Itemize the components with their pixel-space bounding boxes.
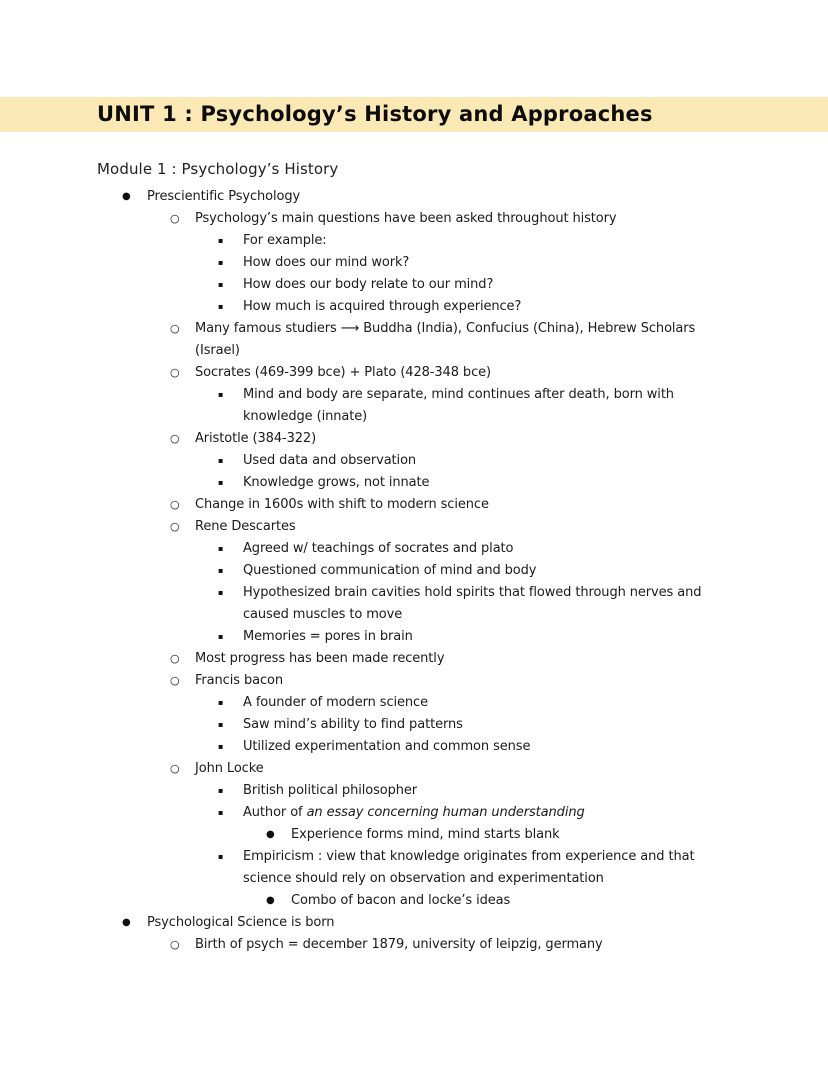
square-bullet-icon: ▪: [218, 566, 224, 575]
list-item-text: [243, 802, 712, 824]
list-item: [97, 736, 712, 758]
list-item-text: For example:: [243, 233, 327, 248]
list-item-text: Hypothesized brain cavities hold spirits that flowed through nerves and caused muscles to move: [243, 585, 702, 622]
list-item: [97, 934, 712, 956]
list-item-text: Birth of psych = december 1879, university of leipzig, germany: [195, 937, 603, 952]
list-item-text: Memories = pores in brain: [243, 629, 413, 644]
square-bullet-icon: ▪: [218, 808, 224, 817]
square-bullet-icon: ▪: [218, 302, 224, 311]
list-item-text: Change in 1600s with shift to modern science: [195, 497, 489, 512]
list-item: [97, 208, 712, 230]
list-item: [97, 428, 712, 450]
bullet-icon: ●: [266, 829, 275, 840]
list-item: [97, 846, 712, 890]
notes-list: [97, 186, 712, 956]
module-heading: Module 1 : Psychology’s History: [97, 160, 339, 178]
list-item: [97, 582, 712, 626]
list-item: [97, 538, 712, 560]
list-item: [97, 494, 712, 516]
list-item-text: Questioned communication of mind and body: [243, 563, 537, 578]
circle-bullet-icon: ○: [170, 432, 180, 445]
list-item-text: Many famous studiers ⟶ Buddha (India), Confucius (China), Hebrew Scholars (Israel): [195, 321, 696, 358]
circle-bullet-icon: ○: [170, 674, 180, 687]
list-item-text: How much is acquired through experience?: [243, 299, 522, 314]
square-bullet-icon: ▪: [218, 236, 224, 245]
list-item: [97, 296, 712, 318]
list-item: [97, 516, 712, 538]
square-bullet-icon: ▪: [218, 698, 224, 707]
list-item: [97, 626, 712, 648]
list-item-text: Psychological Science is born: [147, 915, 335, 930]
list-item-text: How does our body relate to our mind?: [243, 277, 494, 292]
circle-bullet-icon: ○: [170, 652, 180, 665]
list-item: [97, 758, 712, 780]
list-item: [97, 274, 712, 296]
list-item: [97, 912, 712, 934]
square-bullet-icon: ▪: [218, 258, 224, 267]
list-item-text: Used data and observation: [243, 453, 417, 468]
list-item: [97, 648, 712, 670]
list-item-text: Experience forms mind, mind starts blank: [291, 827, 560, 842]
circle-bullet-icon: ○: [170, 762, 180, 775]
square-bullet-icon: ▪: [218, 852, 224, 861]
list-item-text: Socrates (469-399 bce) + Plato (428-348 bce): [195, 365, 492, 380]
circle-bullet-icon: ○: [170, 212, 180, 225]
square-bullet-icon: ▪: [218, 544, 224, 553]
list-item-text: Mind and body are separate, mind continues after death, born with knowledge (innate): [243, 387, 674, 424]
square-bullet-icon: ▪: [218, 478, 224, 487]
square-bullet-icon: ▪: [218, 720, 224, 729]
bullet-icon: ●: [122, 191, 131, 202]
list-item-text: Psychology’s main questions have been asked throughout history: [195, 211, 617, 226]
title-highlight: [0, 97, 828, 132]
list-item-text: Aristotle (384-322): [195, 431, 317, 446]
list-item-text: Francis bacon: [195, 673, 284, 688]
square-bullet-icon: ▪: [218, 390, 224, 399]
list-item-text: Most progress has been made recently: [195, 651, 445, 666]
list-item-text: Saw mind’s ability to find patterns: [243, 717, 463, 732]
list-item-text: John Locke: [195, 761, 264, 776]
square-bullet-icon: ▪: [218, 632, 224, 641]
list-item-text: Empiricism : view that knowledge originates from experience and that science should rely on observation and experimentation: [243, 849, 695, 886]
square-bullet-icon: ▪: [218, 280, 224, 289]
list-item: [97, 670, 712, 692]
list-item: [97, 362, 712, 384]
circle-bullet-icon: ○: [170, 520, 180, 533]
list-item: [97, 384, 712, 428]
list-item-text: How does our mind work?: [243, 255, 410, 270]
circle-bullet-icon: ○: [170, 938, 180, 951]
list-item: [97, 186, 712, 208]
square-bullet-icon: ▪: [218, 456, 224, 465]
list-item: [97, 318, 712, 362]
circle-bullet-icon: ○: [170, 366, 180, 379]
list-item-text: Rene Descartes: [195, 519, 296, 534]
book-title-italic: an essay concerning human understanding: [306, 805, 585, 820]
list-item: [97, 252, 712, 274]
circle-bullet-icon: ○: [170, 498, 180, 511]
square-bullet-icon: ▪: [218, 588, 224, 597]
list-item-text: Combo of bacon and locke’s ideas: [291, 893, 511, 908]
list-item: [97, 890, 712, 912]
list-item: [97, 780, 712, 802]
list-item-text: Knowledge grows, not innate: [243, 475, 430, 490]
list-item: [97, 714, 712, 736]
square-bullet-icon: ▪: [218, 742, 224, 751]
list-item: [97, 692, 712, 714]
list-item-text: Prescientific Psychology: [147, 189, 301, 204]
list-item: [97, 824, 712, 846]
list-item: [97, 802, 712, 824]
list-item-text: Utilized experimentation and common sense: [243, 739, 531, 754]
list-item-text-plain: Author of: [243, 805, 307, 820]
circle-bullet-icon: ○: [170, 322, 180, 335]
list-item-text: A founder of modern science: [243, 695, 428, 710]
bullet-icon: ●: [266, 895, 275, 906]
list-item: [97, 560, 712, 582]
square-bullet-icon: ▪: [218, 786, 224, 795]
bullet-icon: ●: [122, 917, 131, 928]
list-item: [97, 472, 712, 494]
list-item: [97, 230, 712, 252]
list-item-text: British political philosopher: [243, 783, 418, 798]
page-title: UNIT 1 : Psychology’s History and Approaches: [97, 102, 653, 126]
list-item-text: Agreed w/ teachings of socrates and plato: [243, 541, 514, 556]
list-item: [97, 450, 712, 472]
